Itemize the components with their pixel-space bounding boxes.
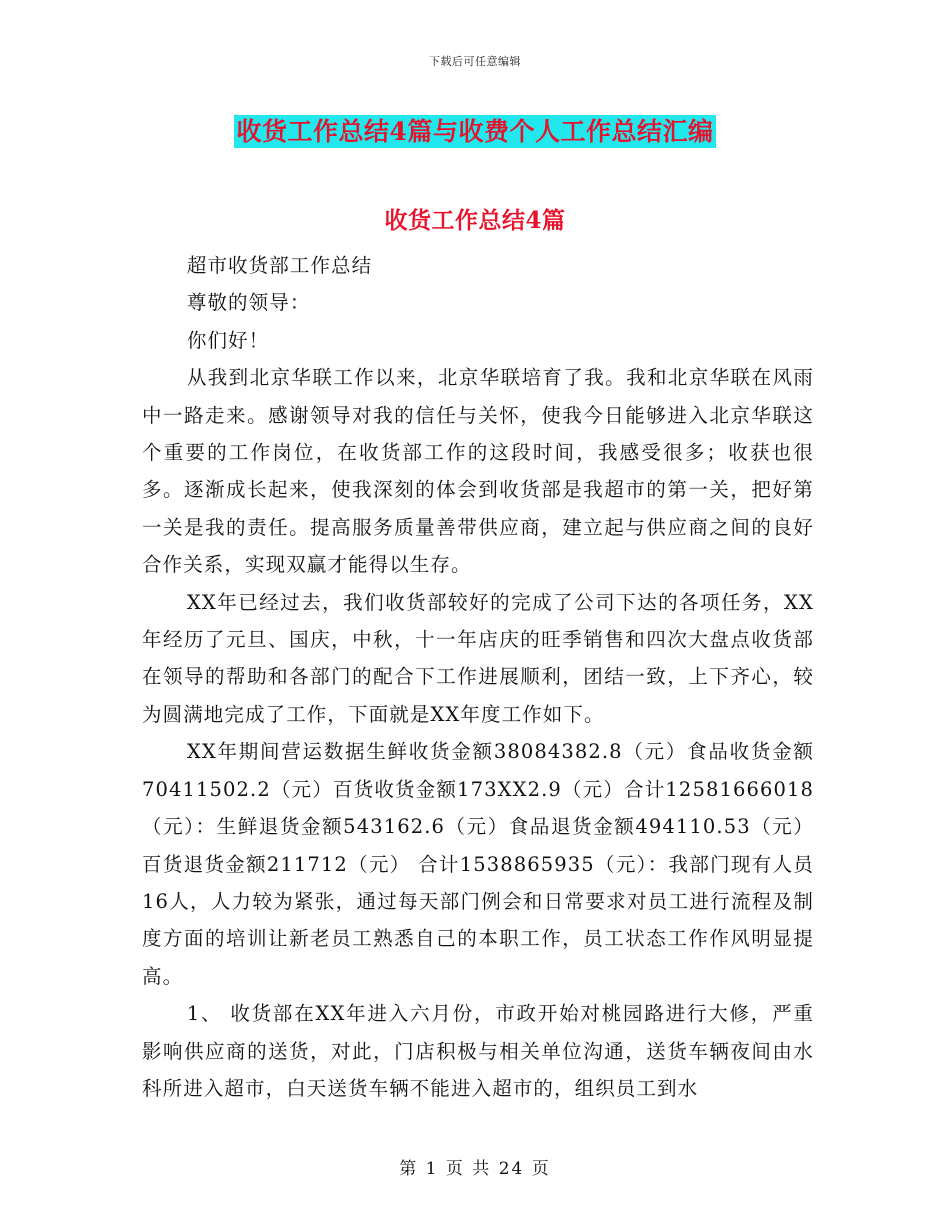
- header-note: 下载后可任意编辑: [429, 55, 521, 68]
- paragraph: 你们好！: [186, 328, 270, 352]
- document-title-text: 收货工作总结4篇与收费个人工作总结汇编: [234, 115, 717, 148]
- paragraph: 超市收货部工作总结: [186, 254, 373, 277]
- paragraph: 从我到北京华联工作以来，北京华联培育了我。我和北京华联在风雨中一路走来。感谢领导对我的信任与关怀，使我今日能够进入北京华联这个重要的工作岗位，在收货部工作的这段时间，我感受很多；收获也很多。逐渐成长起来，使我深刻的体会到收货部是我超市的第一关，把好第一关是我的责任。提高服务质量善带供应商，建立起与供应商之间的良好合作关系，实现双赢才能得以生存。: [142, 366, 814, 577]
- paragraph: XX年已经过去，我们收货部较好的完成了公司下达的各项任务，XX年经历了元旦、国庆，中秋，十一年店庆的旺季销售和四次大盘点收货部在领导的帮助和各部门的配合下工作进展顺利，团结一致，上下齐心，较为圆满地完成了工作，下面就是XX年度工作如下。: [142, 590, 814, 726]
- section-title: 收货工作总结4篇: [384, 207, 566, 234]
- paragraph: XX年期间营运数据生鲜收货金额38084382.8（元）食品收货金额70411502.2（元）百货收货金额173XX2.9（元）合计12581666018（元）：生鲜退货金额543162.6（元）食品退货金额494110.53（元） 百货退货金额211712（元） 合计1538865935（元）：我部门现有人员16人，人力较为紧张，通过每天部门例会和日常要求对员工进行流程及制度方面的培训让新老员工熟悉自己的本职工作，员工状态工作作风明显提高。: [142, 740, 814, 988]
- paragraph: 1、 收货部在XX年进入六月份，市政开始对桃园路进行大修，严重影响供应商的送货，对此，门店积极与相关单位沟通，送货车辆夜间由水科所进入超市，白天送货车辆不能进入超市的，组织员工到水: [142, 1002, 814, 1100]
- document-body: [142, 247, 814, 1107]
- paragraph: 尊敬的领导：: [186, 291, 311, 315]
- document-title: [0, 112, 950, 148]
- page-number-footer: 第 1 页 共 24 页: [399, 1159, 551, 1179]
